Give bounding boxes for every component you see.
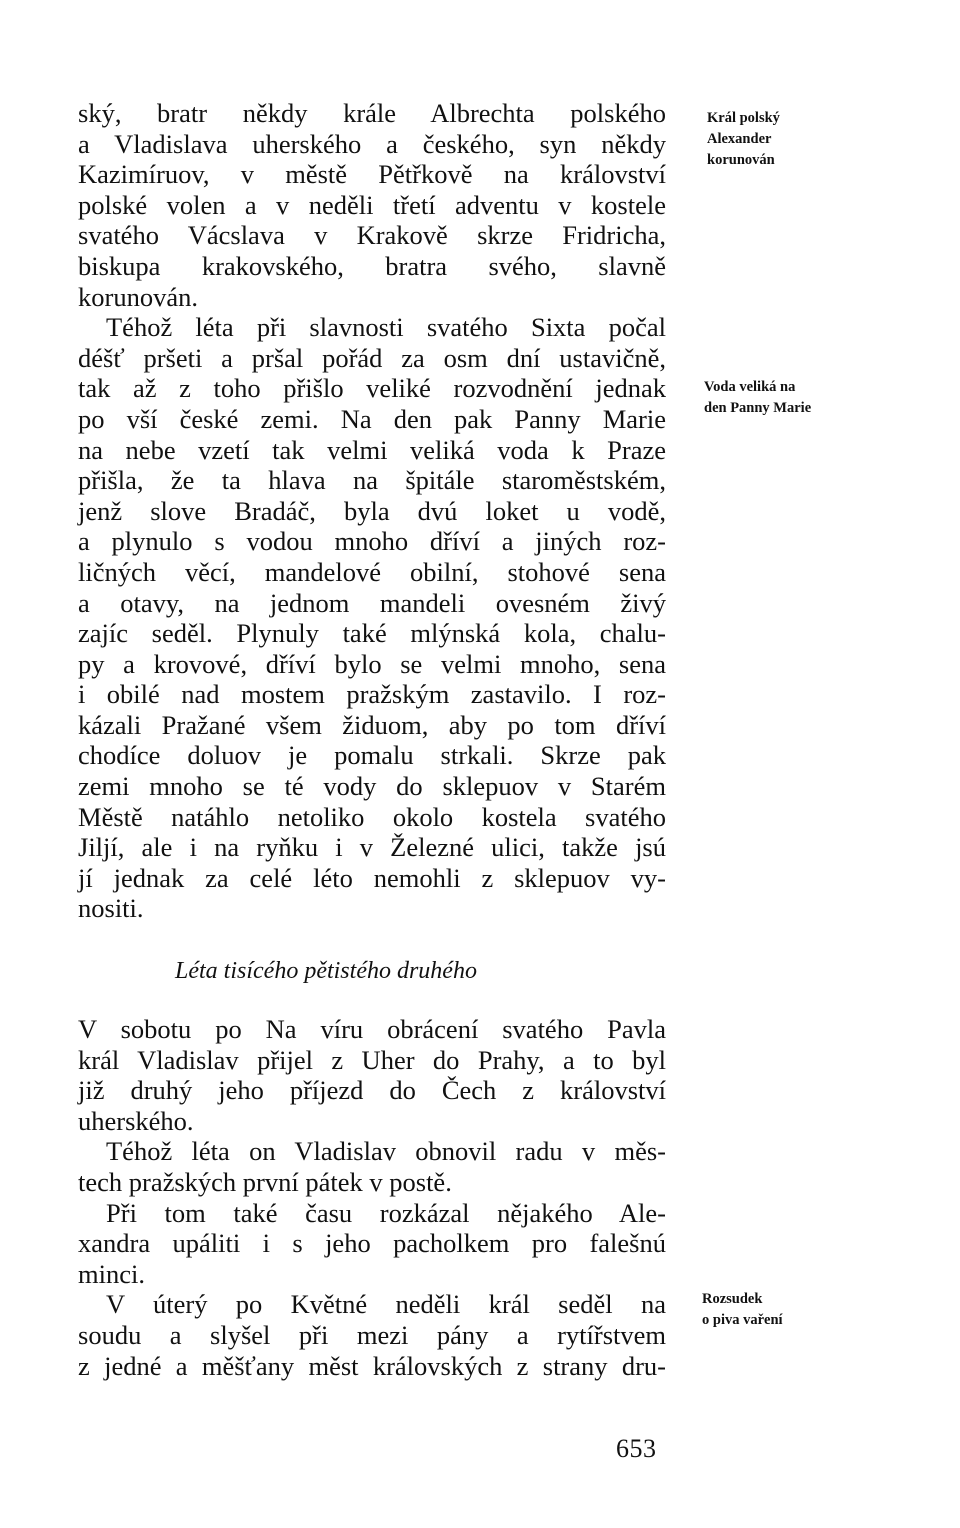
margin-note-king — [707, 108, 780, 171]
note-line: Alexander — [707, 131, 772, 147]
text-line: korunován. — [78, 281, 198, 312]
text-line: polské volen a v neděli třetí adventu v kostele — [78, 189, 666, 220]
text-line: již druhý jeho příjezd do Čech z království — [78, 1075, 666, 1106]
text-line: z jedné a měšťany měst královských z strany dru- — [78, 1350, 666, 1381]
text-line: kázali Pražané všem židuom, aby po tom dříví — [78, 709, 666, 740]
text-line: přišla, že ta hlava na špitále staroměstském, — [78, 465, 666, 496]
text-line: král Vladislav přijel z Uher do Prahy, a to byl — [78, 1044, 666, 1075]
text-line: V sobotu po Na víru obrácení svatého Pavla — [78, 1014, 666, 1044]
text-line: zemi mnoho se té vody do sklepuov v Starém — [78, 771, 666, 802]
text-line: tak až z toho přišlo veliké rozvodnění jednak — [78, 373, 666, 404]
text-line: uherského. — [78, 1105, 194, 1136]
text-line: soudu a slyšel při mezi pány a rytířstvem — [78, 1319, 666, 1350]
text-line: minci. — [78, 1258, 145, 1289]
note-line: den Panny Marie — [704, 400, 812, 416]
text-line: nositi. — [78, 893, 144, 924]
text-line: na nebe vzetí tak velmi veliká voda k Praze — [78, 434, 666, 465]
note-line: Král polský — [707, 110, 780, 126]
text-line: po vší české zemi. Na den pak Panny Marie — [78, 403, 666, 434]
text-line: V úterý po Květné neděli král seděl na — [106, 1289, 666, 1320]
text-line: Při tom také času rozkázal nějakého Ale- — [106, 1197, 666, 1228]
text-line: biskupa krakovského, bratra svého, slavně — [78, 250, 666, 281]
text-line: jí jednak za celé léto nemohli z sklepuov vy- — [78, 862, 666, 893]
text-line: Téhož léta on Vladislav obnovil radu v měs- — [106, 1136, 666, 1167]
text-block-2 — [78, 1014, 666, 1381]
note-line: Voda veliká na — [704, 379, 796, 395]
page-number: 653 — [616, 1434, 657, 1463]
text-line: zajíc seděl. Plynuly také mlýnská kola, chalu- — [78, 618, 666, 649]
text-line: xandra upáliti i s jeho pacholkem pro falešnú — [78, 1228, 666, 1259]
text-line: ský, bratr někdy krále Albrechta polského — [78, 98, 666, 128]
text-block-1 — [78, 98, 666, 924]
margin-note-verdict — [702, 1289, 783, 1331]
text-line: a Vladislava uherského a českého, syn někdy — [78, 128, 666, 159]
text-line: tech pražských první pátek v postě. — [78, 1166, 452, 1197]
text-line: i obilé nad mostem pražským zastavilo. I roz- — [78, 679, 666, 710]
text-line: chodíce doluov je pomalu strkali. Skrze pak — [78, 740, 666, 771]
text-line: déšť pršeti a pršal pořád za osm dní ustavičně, — [78, 342, 666, 373]
note-line: Rozsudek — [702, 1291, 763, 1307]
text-line: Kazimíruov, v městě Pětřkově na království — [78, 159, 666, 190]
note-line: o piva vaření — [702, 1312, 783, 1328]
text-line: Jiljí, ale i na ryňku i v Železné ulici, takže jsú — [78, 832, 666, 863]
year-heading: Léta tisícého pětistého druhého — [175, 958, 477, 984]
text-line: a otavy, na jednom mandeli ovesném živý — [78, 587, 666, 618]
text-line: jenž slove Bradáč, byla dvú loket u vodě, — [78, 495, 666, 526]
text-line: ličných věcí, mandelové obilní, stohové sena — [78, 556, 666, 587]
note-line: korunován — [707, 152, 775, 168]
margin-note-flood — [704, 377, 811, 419]
text-line: svatého Vácslava v Krakově skrze Fridricha, — [78, 220, 666, 251]
text-line: a plynulo s vodou mnoho dříví a jiných roz- — [78, 526, 666, 557]
text-line: Městě natáhlo netoliko okolo kostela svatého — [78, 801, 666, 832]
text-line: Téhož léta při slavnosti svatého Sixta počal — [106, 312, 666, 343]
text-line: py a krovové, dříví bylo se velmi mnoho, sena — [78, 648, 666, 679]
